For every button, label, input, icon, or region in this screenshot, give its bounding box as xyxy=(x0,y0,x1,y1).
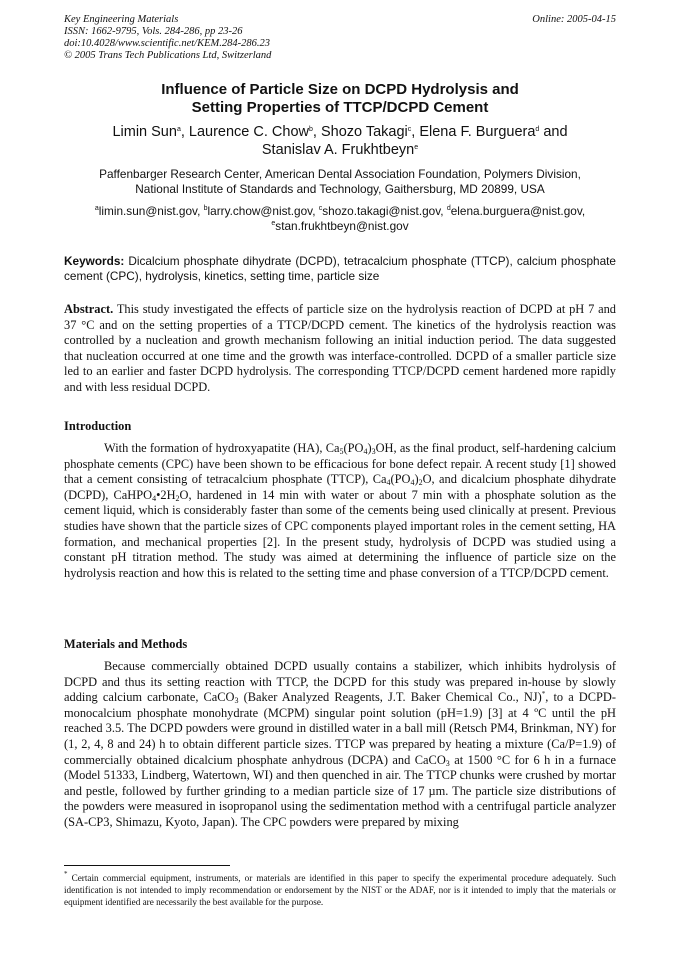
abstract-block xyxy=(64,302,616,396)
author-name: Laurence C. Chow xyxy=(188,124,309,140)
keywords-block xyxy=(64,254,616,283)
author-list: Limin Sun$^a$, Laurence C. Chow$^b$, Shozo Takagi$^c$, Elena F. Burguera$^d$ and Stanislav A. Frukhtbeyn$^e$ xyxy=(112,124,568,158)
keywords-text: Dicalcium phosphate dihydrate (DCPD), tetracalcium phosphate (TTCP), calcium phosphate cement (CPC), hydrolysis, kinetics, setting time, particle size xyxy=(64,254,616,283)
author-name: Elena F. Burguera xyxy=(419,124,536,140)
affiliation-line-1: Paffenbarger Research Center, American Dental Association Foundation, Polymers Division, xyxy=(99,167,581,181)
author-mark: c xyxy=(407,126,412,133)
body-text: O, hardened in 14 min with water or about 7 min with a phosphate solution as the cement liquid, which is considerably faster than some of the cements being used clinically at present. Previous studies have shown that the particle sizes of CPC components played important roles in the cement setting, HA formation, and mechanical properties [2]. In the present study, hydrolysis of DCPD was studied using a constant pH titration method. The study was aimed at determining the influence of particle size on the hydrolysis reaction and how this is related to the setting time and phase conversion of a TTCP/DCPD cement. xyxy=(64,487,616,580)
email-mark: d xyxy=(446,205,451,212)
author-mark: e xyxy=(414,144,419,151)
subscript: 4 xyxy=(410,478,415,488)
footnote xyxy=(64,872,616,908)
keywords-label: Keywords: xyxy=(64,254,125,268)
author-name: Shozo Takagi xyxy=(320,124,408,140)
author-name: Stanislav A. Frukhtbeyn xyxy=(261,142,415,158)
doi-line: doi:10.4028/www.scientific.net/KEM.284-286.23 xyxy=(64,38,270,49)
email-address: larry.chow@nist.gov xyxy=(207,204,313,218)
body-text: (PO xyxy=(390,472,411,487)
paper-title xyxy=(64,81,616,117)
email-address: elena.burguera@nist.gov xyxy=(450,204,582,218)
subscript: 4 xyxy=(152,493,157,503)
methods-paragraph xyxy=(64,659,616,831)
subscript: 2 xyxy=(175,493,180,503)
body-text: OH, as the final product, self-hardening calcium phosphate cements (CPC) have been shown to be efficacious for bone defect repair. A recent study [1] showed that a cement consisting of tetracalcium phosphate (TTCP), Ca xyxy=(64,441,616,487)
abstract-label: Abstract. xyxy=(64,302,114,316)
footnote-mark: * xyxy=(64,870,68,878)
affiliation-line-2: National Institute of Standards and Technology, Gaithersburg, MD 20899, USA xyxy=(135,181,545,196)
body-text: O, and dicalcium phosphate dihydrate (DCPD), CaHPO xyxy=(64,472,616,502)
footnote-divider xyxy=(64,865,230,866)
introduction-heading: Introduction xyxy=(64,419,132,433)
body-text: ) xyxy=(367,441,372,455)
title-line-1: Influence of Particle Size on DCPD Hydrolysis and xyxy=(161,81,519,98)
subscript: 4 xyxy=(386,478,391,488)
author-mark: d xyxy=(535,126,540,133)
email-mark: b xyxy=(203,205,208,212)
body-text: , to a DCPD-monocalcium phosphate monohydrate (MCPM) singular point solution (pH=1.9) [3] at 4 ºC until the pH reached 3.5. The DCPD powders were ground in distilled water in a ball mill (Retsch PM4, Brinkman, NY) for (1, 2, 4, 8 and 24) h to obtain different particle sizes. TTCP was prepared by heating a mixture (Ca/P=1.9) of commercially obtained dicalcium phosphate anhydrous (DCPA) and CaCO xyxy=(64,690,616,767)
online-date: Online: 2005-04-15 xyxy=(532,14,616,25)
footnote-text: Certain commercial equipment, instruments, or materials are identified in this paper to specify the experimental procedure adequately. Such identification is not intended to imply recommendation or endorsement by the NIST or the ADAF, nor is it intended to imply that the materials or equipment identified are necessarily the best available for the purpose. xyxy=(64,873,616,907)
copyright-line: © 2005 Trans Tech Publications Ltd, Switzerland xyxy=(64,50,272,61)
email-mark: a xyxy=(94,205,99,212)
subscript: 2 xyxy=(418,478,423,488)
subscript: 5 xyxy=(339,447,344,456)
body-text: (PO xyxy=(343,441,364,455)
email-mark: e xyxy=(271,219,276,227)
author-mark: a xyxy=(176,126,181,133)
body-text: at 1500 °C for 6 h in a furnace (Model 51333, Lindberg, Watertown, WI) and then quenched in air. The TTCP chunks were crushed by mortar and pestle, followed by further grinding to a median particle size of 17 µm. The particle size distributions of the powders were measured in isopropanol using the sedimentation method with a centrifugal particle analyzer (SA-CP3, Shimazu, Kyoto, Japan). The CPC powders were prepared by mixing xyxy=(64,752,616,829)
issn-line: ISSN: 1662-9795, Vols. 284-286, pp 23-26 xyxy=(64,26,243,37)
title-line-2: Setting Properties of TTCP/DCPD Cement xyxy=(191,99,489,116)
email-address: limin.sun@nist.gov xyxy=(98,204,198,218)
author-mark: b xyxy=(309,126,313,133)
body-text: •2H xyxy=(156,487,176,502)
methods-heading: Materials and Methods xyxy=(64,637,188,651)
subscript: 3 xyxy=(445,758,450,768)
journal-name: Key Engineering Materials xyxy=(64,14,179,25)
body-text: (Baker Analyzed Reagents, J.T. Baker Chemical Co., NJ) xyxy=(238,690,542,705)
email-list: $^a$limin.sun@nist.gov, $^b$larry.chow@nist.gov, $^c$shozo.takagi@nist.gov, $^d$elena.burguera@nist.gov, $^e$stan.frukhtbeyn@nist.gov xyxy=(94,204,586,233)
email-address: stan.frukhtbeyn@nist.gov xyxy=(275,218,409,233)
footnote-ref: * xyxy=(541,690,546,699)
abstract-text: This study investigated the effects of particle size on the hydrolysis reaction of DCPD at pH 7 and 37 °C and on the setting properties of a TTCP/DCPD cement. The kinetics of the hydrolysis reaction was controlled by a nucleation and growth mechanism following an initial induction period. The data suggested that nucleation occurred at one time and the growth was interface-controlled. DCPD of a smaller particle size led to an earlier and faster DCPD hydrolysis. The corresponding TTCP/DCPD cement hardened more rapidly and with less residual DCPD. xyxy=(64,302,616,394)
body-text: With the formation of hydroxyapatite (HA), Ca xyxy=(104,441,340,455)
journal-header xyxy=(64,14,616,62)
introduction-paragraph xyxy=(64,441,616,581)
email-mark: c xyxy=(318,205,323,212)
affiliation xyxy=(64,167,616,196)
body-text: ) xyxy=(414,472,419,487)
subscript: 3 xyxy=(234,696,239,706)
body-text: Because commercially obtained DCPD usually contains a stabilizer, which inhibits hydrolysis of DCPD and thus its setting reaction with TTCP, the DCPD for this study was prepared in-house by slowly adding calcium carbonate, CaCO xyxy=(64,659,616,705)
subscript: 3 xyxy=(371,447,376,456)
email-address: shozo.takagi@nist.gov xyxy=(322,204,441,218)
author-name: Limin Sun xyxy=(112,124,177,140)
subscript: 4 xyxy=(363,447,368,456)
